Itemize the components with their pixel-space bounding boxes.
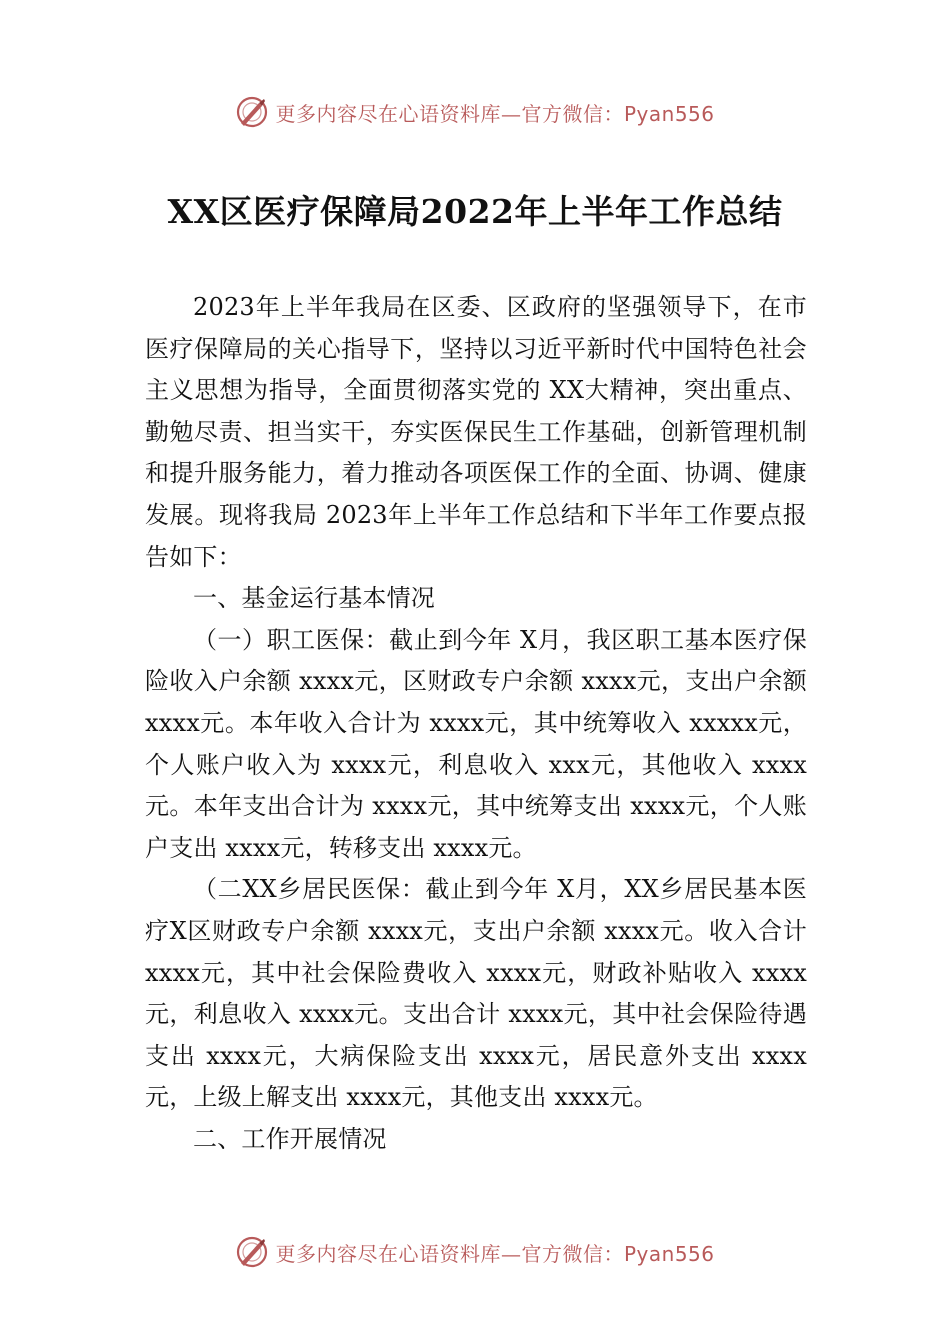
logo-icon: [235, 1235, 269, 1269]
paragraph-employee-insurance: （一）职工医保：截止到今年 X月，我区职工基本医疗保险收入户余额 xxxx元，区财政专户余额 xxxx元，支出户余额 xxxx元。本年收入合计为 xxxx元，其中统筹收入 xxxxx元，个人账户收入为 xxxx元，利息收入 xxx元，其他收入 xxxx元。本年支出合计为 xxxx元，其中统筹支出 xxxx元，个人账户支出 xxxx元，转移支出 xxxx元。: [145, 625, 807, 862]
header-banner: [0, 92, 950, 132]
document-title: XX区医疗保障局2022年上半年工作总结: [167, 192, 783, 231]
section-heading-2: 二、工作开展情况: [193, 1124, 387, 1153]
document-body: [145, 287, 807, 1160]
footer-banner: [0, 1232, 950, 1272]
paragraph-intro: 2023年上半年我局在区委、区政府的坚强领导下，在市医疗保障局的关心指导下，坚持以习近平新时代中国特色社会主义思想为指导，全面贯彻落实党的 XX大精神，突出重点、勤勉尽责、担当实干，夯实医保民生工作基础，创新管理机制和提升服务能力，着力推动各项医保工作的全面、协调、健康发展。现将我局 2023年上半年工作总结和下半年工作要点报告如下：: [145, 293, 807, 571]
paragraph-resident-insurance: （二XX乡居民医保：截止到今年 X月，XX乡居民基本医疗X区财政专户余额 xxxx元，支出户余额 xxxx元。收入合计 xxxx元，其中社会保险费收入 xxxx元，财政补贴收入 xxxx元，利息收入 xxxx元。支出合计 xxxx元，其中社会保险待遇支出 xxxx元，大病保险支出 xxxx元，居民意外支出 xxxx元，上级上解支出 xxxx元，其他支出 xxxx元。: [145, 875, 807, 1112]
banner-text: 更多内容尽在心语资料库—官方微信：Pyan556: [275, 101, 715, 126]
section-heading-1: 一、基金运行基本情况: [193, 584, 435, 613]
wechat-id: Pyan556: [623, 101, 715, 126]
logo-icon: [235, 95, 269, 129]
banner-text: 更多内容尽在心语资料库—官方微信：Pyan556: [275, 1241, 715, 1266]
wechat-id: Pyan556: [623, 1241, 715, 1266]
